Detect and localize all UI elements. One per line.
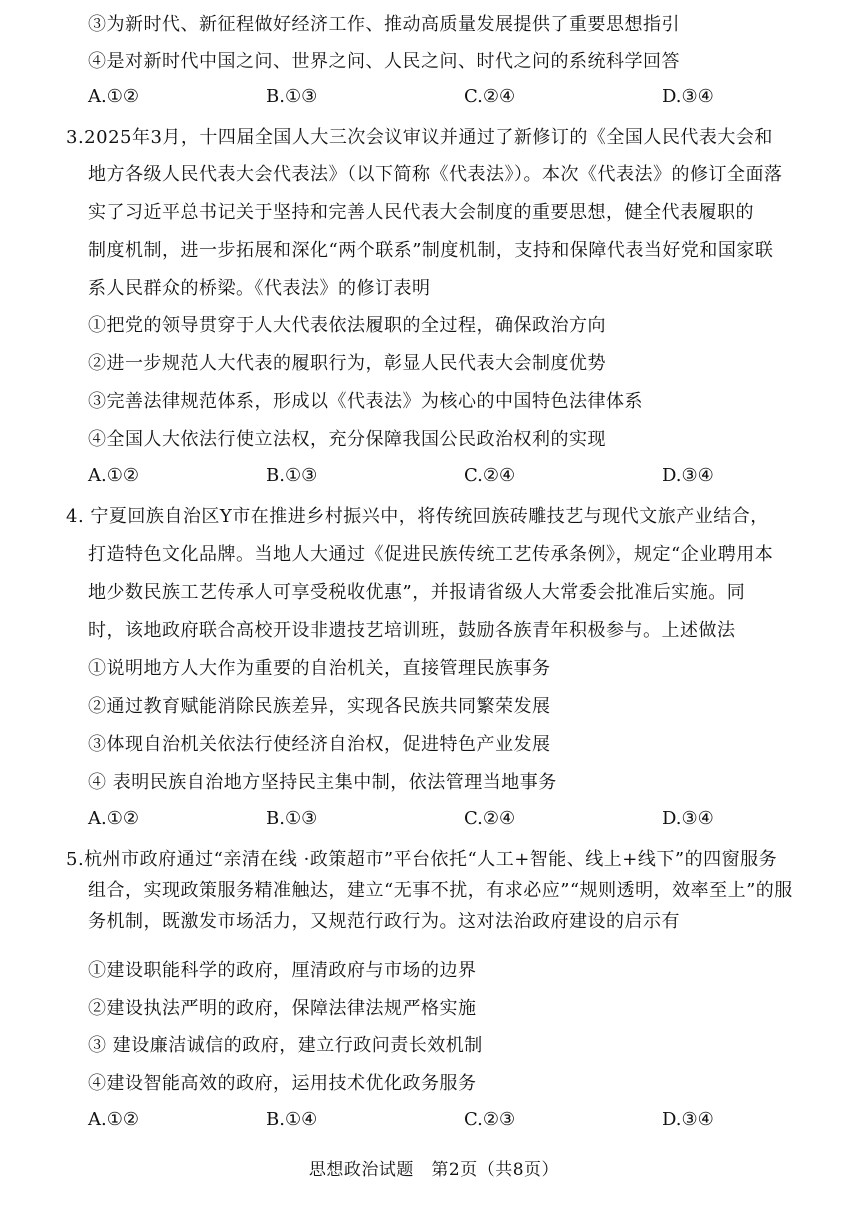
q4-stem-line: 打造特色文化品牌。当地人大通过《促进民族传统工艺传承条例》，规定“企业聘用本: [88, 544, 774, 565]
q3-stem-line: 制度机制，进一步拓展和深化“两个联系”制度机制，支持和保障代表当好党和国家联: [88, 240, 774, 261]
q5-item-3: ③ 建设廉洁诚信的政府，建立行政问责长效机制: [88, 1035, 483, 1056]
q2-options: [88, 84, 768, 110]
q4-option-c: C.②④: [464, 808, 516, 829]
q3-option-a: A.①②: [88, 465, 139, 486]
q5-stem-line: 组合，实现政策服务精准触达，建立“无事不扰，有求必应”“规则透明，效率至上”的服: [88, 880, 793, 901]
q5-option-c: C.②③: [464, 1109, 516, 1130]
q2-item-4: ④是对新时代中国之问、世界之问、人民之问、时代之问的系统科学回答: [88, 51, 680, 72]
q4-stem-line: 4. 宁夏回族自治区Y市在推进乡村振兴中，将传统回族砖雕技艺与现代文旅产业结合，: [66, 506, 769, 527]
q3-option-d: D.③④: [662, 465, 714, 486]
q3-option-b: B.①③: [266, 465, 318, 486]
q4-item-3: ③体现自治机关依法行使经济自治权，促进特色产业发展: [88, 734, 551, 755]
q4-item-2: ②通过教育赋能消除民族差异，实现各民族共同繁荣发展: [88, 696, 551, 717]
q4-stem-line: 时，该地政府联合高校开设非遗技艺培训班，鼓励各族青年积极参与。上述做法: [88, 620, 736, 641]
q2-option-a: A.①②: [88, 86, 139, 107]
q4-options: [88, 806, 768, 832]
q4-item-4: ④ 表明民族自治地方坚持民主集中制，依法管理当地事务: [88, 772, 557, 793]
page-footer: 思想政治试题 第2页（共8页）: [308, 1160, 560, 1180]
q4-stem-line: 地少数民族工艺传承人可享受税收优惠”，并报请省级人大常委会批准后实施。同: [88, 582, 746, 603]
q2-option-b: B.①③: [266, 86, 318, 107]
q5-item-4: ④建设智能高效的政府，运用技术优化政务服务: [88, 1073, 477, 1094]
q3-item-1: ①把党的领导贯穿于人大代表依法履职的全过程，确保政治方向: [88, 315, 606, 336]
q5-stem-line: 5.杭州市政府通过“亲清在线 ·政策超市”平台依托“人工+智能、线上+线下”的四窗服务: [66, 849, 778, 870]
q3-options: [88, 463, 768, 489]
q3-stem-line: 实了习近平总书记关于坚持和完善人民代表大会制度的重要思想，健全代表履职的: [88, 202, 754, 223]
q5-option-b: B.①④: [266, 1109, 318, 1130]
q4-option-b: B.①③: [266, 808, 318, 829]
q4-option-d: D.③④: [662, 808, 714, 829]
q5-item-2: ②建设执法严明的政府，保障法律法规严格实施: [88, 998, 477, 1019]
q4-item-1: ①说明地方人大作为重要的自治机关，直接管理民族事务: [88, 658, 551, 679]
q3-stem-line: 地方各级人民代表大会代表法》（以下简称《代表法》）。本次《代表法》的修订全面落: [88, 164, 783, 185]
q3-item-3: ③完善法律规范体系，形成以《代表法》为核心的中国特色法律体系: [88, 391, 643, 412]
q3-stem-line: 系人民群众的桥梁。《代表法》的修订表明: [88, 278, 431, 299]
q2-option-d: D.③④: [662, 86, 714, 107]
q2-option-c: C.②④: [464, 86, 516, 107]
q3-item-2: ②进一步规范人大代表的履职行为，彰显人民代表大会制度优势: [88, 353, 606, 374]
q3-option-c: C.②④: [464, 465, 516, 486]
q3-item-4: ④全国人大依法行使立法权，充分保障我国公民政治权利的实现: [88, 429, 606, 450]
q2-item-3: ③为新时代、新征程做好经济工作、推动高质量发展提供了重要思想指引: [88, 14, 680, 35]
q5-options: [88, 1107, 768, 1133]
q3-stem-line: 3.2025年3月，十四届全国人大三次会议审议并通过了新修订的《全国人民代表大会和: [66, 127, 773, 148]
q4-option-a: A.①②: [88, 808, 139, 829]
q5-item-1: ①建设职能科学的政府，厘清政府与市场的边界: [88, 960, 477, 981]
q5-option-d: D.③④: [662, 1109, 714, 1130]
q5-option-a: A.①②: [88, 1109, 139, 1130]
q5-stem-line: 务机制，既激发市场活力，又规范行政行为。这对法治政府建设的启示有: [88, 911, 680, 932]
